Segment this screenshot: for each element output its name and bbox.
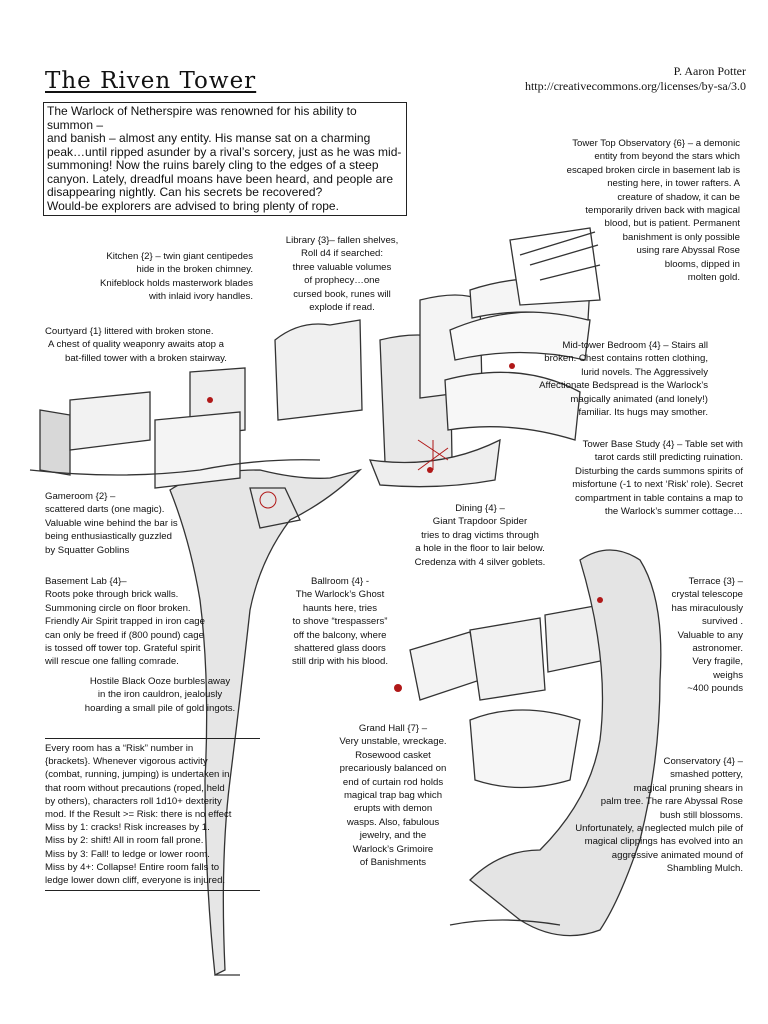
label-line: being enthusiastically guzzled <box>45 531 172 543</box>
label-line: ~400 pounds <box>687 683 743 695</box>
rules-line: by others), characters roll 1d10+ dexterity <box>45 795 222 807</box>
label-line: palm tree. The rare Abyssal Rose <box>600 796 743 808</box>
label-line: Shambling Mulch. <box>666 863 743 875</box>
label-line: temporarily driven back with magical <box>585 205 740 217</box>
label-line: is tossed off tower top. Grateful spirit <box>45 643 201 655</box>
label-line: haunts here, tries <box>302 602 378 614</box>
label-line: bat-filled tower with a broken stairway. <box>65 352 227 364</box>
label-line: erupts with demon <box>353 803 433 815</box>
label-line: shattered glass doors <box>294 643 386 655</box>
label-line: crystal telescope <box>671 589 743 601</box>
label-line: using rare Abyssal Rose <box>636 245 740 257</box>
label-line: bush still blossoms. <box>659 809 743 821</box>
label-line: in the iron cauldron, jealously <box>97 689 223 701</box>
intro-line: and banish – almost any entity. His manse sat on a charming <box>47 131 371 145</box>
label-line: of prophecy…one <box>304 275 380 287</box>
rules-line: (combat, running, jumping) is undertaken in <box>45 769 230 781</box>
label-line: Terrace {3} – <box>688 576 743 587</box>
label-line: Valuable to any <box>677 629 743 641</box>
label-line: Credenza with 4 silver goblets. <box>414 556 546 568</box>
label-line: Rosewood casket <box>355 749 431 761</box>
label-line: Tower Base Study {4} – Table set with <box>582 439 743 450</box>
room-terrace <box>672 575 743 696</box>
rules-line: Miss by 1: cracks! Risk increases by 1. <box>45 822 210 834</box>
label-line: Valuable wine behind the bar is <box>45 517 178 529</box>
label-line: Roll d4 if searched: <box>300 248 384 260</box>
room-gameroom <box>45 490 178 557</box>
label-line: magical trap bag which <box>343 790 443 802</box>
rules-line: Miss by 3: Fall! to ledge or lower room. <box>45 848 210 860</box>
label-line: still drip with his blood. <box>292 656 388 668</box>
label-line: banishment is only possible <box>622 231 740 243</box>
label-line: hide in the broken chimney. <box>136 264 253 276</box>
author-name: P. Aaron Potter <box>673 64 746 78</box>
label-line: the Warlock’s summer cottage… <box>604 506 743 518</box>
label-line: precariously balanced on <box>339 763 447 775</box>
rules-line: Miss by 4+: Collapse! Entire room falls to <box>45 861 220 873</box>
label-line: explode if read. <box>309 302 375 314</box>
label-line: Warlock’s Grimoire <box>352 843 434 855</box>
label-line: molten gold. <box>687 272 740 284</box>
label-line: blooms, dipped in <box>664 258 740 270</box>
label-line: The Warlock’s Ghost <box>295 589 385 601</box>
label-line: A chest of quality weaponry awaits atop a <box>48 339 224 351</box>
label-line: nesting here, in tower rafters. A <box>607 178 740 190</box>
room-kitchen <box>60 250 253 304</box>
intro-line: Would-be explorers are advised to bring plenty of rope. <box>47 198 339 213</box>
label-line: lurid novels. The Aggressively <box>581 366 708 378</box>
label-line: by Squatter Goblins <box>45 544 130 556</box>
label-line: blood, but is patient. Permanent <box>604 218 740 230</box>
label-line: Dining {4} – <box>455 503 505 514</box>
label-line: Kitchen {2} – twin giant centipedes <box>106 251 253 262</box>
risk-rules-box <box>45 738 260 891</box>
label-line: magically animated (and lonely!) <box>570 393 708 405</box>
intro-line: disappearing nightly. Can his secrets be recovered? <box>47 185 323 199</box>
rules-line: {brackets}. Whenever vigorous activity <box>45 756 208 768</box>
room-ballroom <box>265 575 415 669</box>
intro-box <box>43 102 407 216</box>
label-line: entity from beyond the stars which <box>594 151 740 163</box>
label-line: Conservatory {4} – <box>663 756 743 767</box>
label-line: a hole in the floor to lair below. <box>415 543 545 555</box>
label-line: hoarding a small pile of gold ingots. <box>84 702 236 714</box>
label-line: Very unstable, wreckage. <box>339 736 447 748</box>
label-line: Friendly Air Spirit trapped in iron cage <box>45 616 205 628</box>
page-title: The Riven Tower <box>45 68 257 94</box>
label-line: can only be freed if (800 pound) cage <box>45 629 204 641</box>
label-line: smashed pottery, <box>670 769 743 781</box>
label-line: broken. Chest contains rotten clothing, <box>544 353 708 365</box>
room-grand-hall <box>318 722 468 869</box>
rules-line: mod. If the Result >= Risk: there is no effect <box>45 809 232 821</box>
label-line: astronomer. <box>692 643 743 655</box>
label-line: weighs <box>713 669 743 681</box>
room-library <box>262 234 422 314</box>
rules-line: Every room has a “Risk” number in <box>45 743 194 754</box>
label-line: Ballroom {4} - <box>310 576 370 587</box>
room-bedroom <box>539 339 708 419</box>
label-line: creature of shadow, it can be <box>617 191 740 203</box>
label-line: misfortune (-1 to next ‘Risk’ role). Secret <box>572 479 743 491</box>
label-line: compartment in table contains a map to <box>575 492 743 504</box>
label-line: Grand Hall {7} – <box>358 723 428 734</box>
label-line: Unfortunately, a neglected mulch pile of <box>575 823 743 835</box>
label-line: Disturbing the cards summons spirits of <box>575 465 743 477</box>
intro-line: peak…until ripped asunder by a rival’s sorcery, just as he was mid- <box>47 144 402 159</box>
label-line: scattered darts (one magic). <box>45 504 165 516</box>
label-line: jewelry, and the <box>359 830 427 842</box>
room-dining <box>395 502 565 569</box>
room-observatory <box>567 137 740 284</box>
intro-line: canyon. Lately, dreadful moans have been heard, and people are <box>47 171 394 186</box>
label-line: off the balcony, where <box>293 629 387 641</box>
label-line: cursed book, runes will <box>293 288 391 300</box>
rules-line: that room without precautions (roped, held <box>45 782 225 794</box>
room-courtyard <box>45 325 227 365</box>
label-line: aggressive animated mound of <box>611 849 743 861</box>
rules-line: ledge lower down cliff, everyone is injured. <box>45 875 226 887</box>
room-conservatory <box>575 755 743 876</box>
label-line: of Banishments <box>359 857 427 869</box>
label-line: Very fragile, <box>692 656 743 668</box>
label-line: three valuable volumes <box>292 261 392 273</box>
label-line: Summoning circle on floor broken. <box>45 602 191 614</box>
label-line: will rescue one falling comrade. <box>45 656 179 668</box>
label-line: Library {3}– fallen shelves, <box>285 235 399 246</box>
license-link[interactable]: http://creativecommons.org/licenses/by-sa/3.0 <box>524 79 746 93</box>
label-line: Gameroom {2} – <box>45 491 116 502</box>
room-basement-lab <box>45 575 205 669</box>
label-line: Basement Lab {4}– <box>45 576 127 587</box>
label-line: magical pruning shears in <box>633 782 743 794</box>
label-line: Tower Top Observatory {6} – a demonic <box>572 138 740 149</box>
label-line: to shove “trespassers” <box>292 616 388 628</box>
rules-line: Miss by 2: shift! All in room fall prone. <box>45 835 204 847</box>
label-line: tries to drag victims through <box>421 529 539 541</box>
room-study <box>572 438 743 518</box>
label-line: familiar. Its hugs may smother. <box>578 407 708 419</box>
label-line: Affectionate Bedspread is the Warlock’s <box>539 380 708 392</box>
label-line: Hostile Black Ooze burbles away <box>89 676 231 687</box>
intro-line: The Warlock of Netherspire was renowned for his ability to summon – <box>47 104 357 132</box>
label-line: escaped broken circle in basement lab is <box>566 164 740 176</box>
label-line: end of curtain rod holds <box>342 776 444 788</box>
room-basement-ooze <box>60 675 260 715</box>
label-line: Knifeblock holds masterwork blades <box>99 277 253 289</box>
label-line: wasps. Also, fabulous <box>346 816 440 828</box>
intro-line: summoning! Now the ruins barely cling to the edges of a steep <box>47 158 379 172</box>
label-line: survived . <box>701 616 743 628</box>
label-line: Courtyard {1} littered with broken stone. <box>45 326 214 337</box>
label-line: with inlaid ivory handles. <box>149 291 253 303</box>
label-line: has miraculously <box>671 602 743 614</box>
label-line: Giant Trapdoor Spider <box>432 516 528 528</box>
label-line: Mid-tower Bedroom {4} – Stairs all <box>562 340 708 351</box>
label-line: tarot cards still predicting ruination. <box>594 452 743 464</box>
label-line: Roots poke through brick walls. <box>45 589 179 601</box>
credit-block <box>525 64 746 94</box>
label-line: magical clippings has evolved into an <box>584 836 743 848</box>
